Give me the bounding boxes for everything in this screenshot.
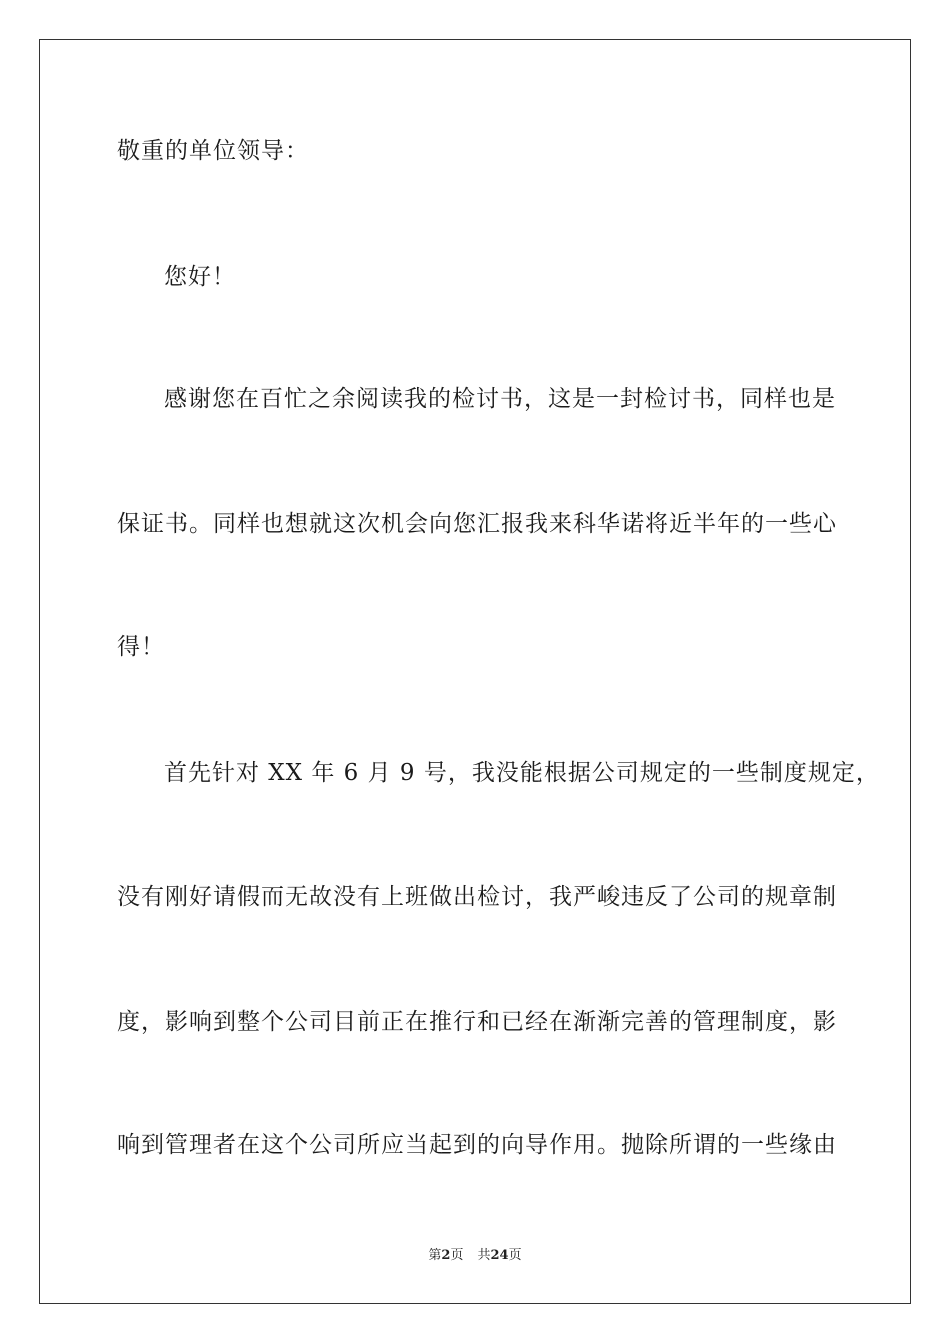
page-footer [0,1247,950,1265]
greeting: 您好！ [164,264,236,290]
body-line-4: 首先针对 XX 年 6 月 9 号，我没能根据公司规定的一些制度规定， [164,760,880,786]
body-line-6: 度，影响到整个公司目前正在推行和已经在渐渐完善的管理制度，影 [117,1009,837,1035]
body-line-5: 没有刚好请假而无故没有上班做出检讨，我严峻违反了公司的规章制 [117,884,837,910]
total-prefix: 共 [477,1248,491,1263]
page-number: 2 [441,1248,451,1263]
body-line-3: 得！ [117,634,165,660]
page-prefix: 第 [428,1248,442,1263]
salutation: 敬重的单位领导： [117,138,309,164]
page-border [39,39,911,1304]
body-line-1: 感谢您在百忙之余阅读我的检讨书，这是一封检讨书，同样也是 [164,386,836,412]
total-pages: 24 [490,1248,509,1263]
page-suffix: 页 [450,1248,464,1263]
body-line-7: 响到管理者在这个公司所应当起到的向导作用。抛除所谓的一些缘由 [117,1132,837,1158]
body-line-2: 保证书。同样也想就这次机会向您汇报我来科华诺将近半年的一些心 [117,511,837,537]
total-suffix: 页 [508,1248,522,1263]
